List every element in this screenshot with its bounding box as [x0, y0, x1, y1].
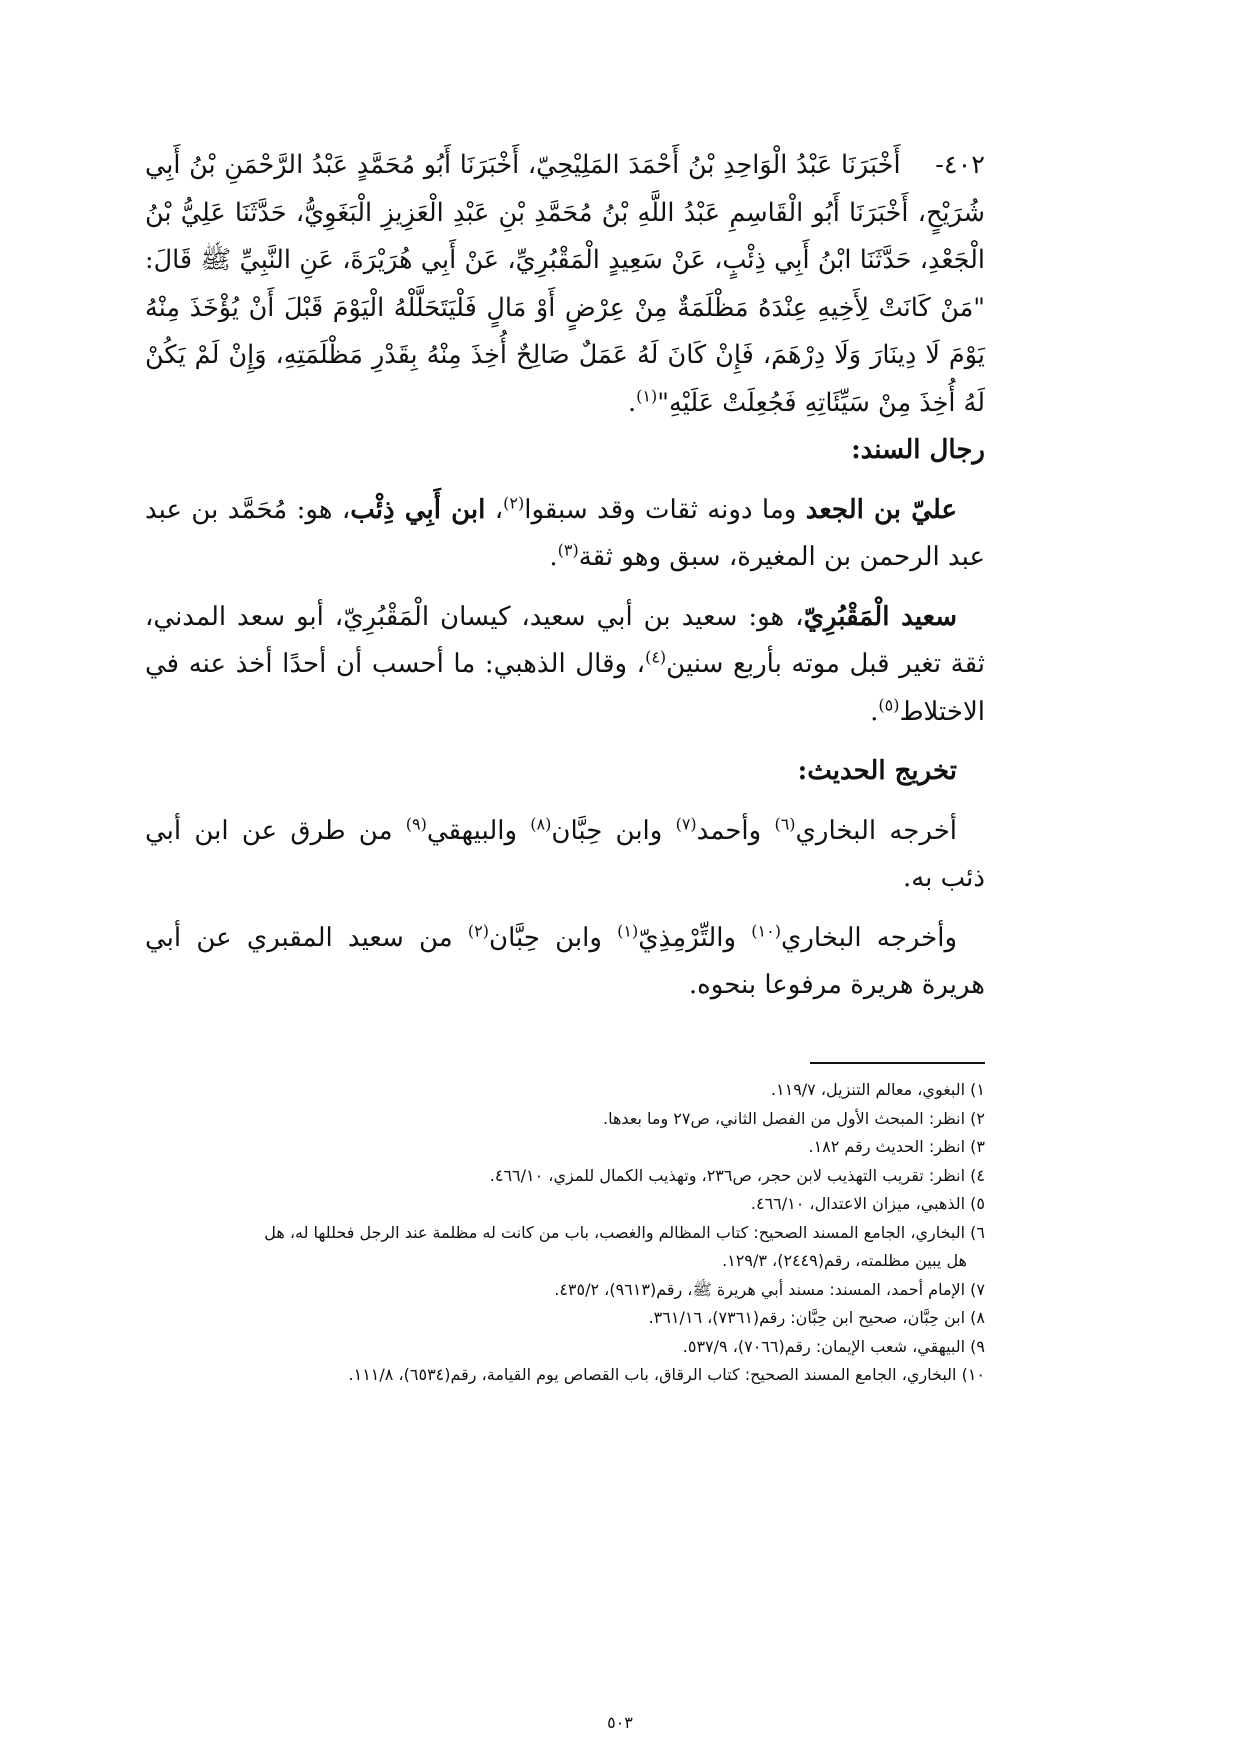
footnote-item: ٢) انظر: المبحث الأول من الفصل الثاني، ص٢٧ وما بعدها.: [602, 1108, 985, 1128]
footnote-ref: (٤): [645, 647, 667, 667]
footnote-ref: (٥): [878, 694, 900, 714]
narrator-name: ابن أَبِي ذِئْب: [350, 494, 486, 525]
main-text: [145, 142, 985, 1010]
footnote-item: ٧) الإمام أحمد، المسند: مسند أبي هريرة ﷺ، رقم(٩٦١٣)، ٤٣٥/٢.: [554, 1279, 985, 1299]
footnote-item: ٥) الذهبي، ميزان الاعتدال، ٤٦٦/١٠.: [750, 1194, 985, 1213]
footnote-ref: (١): [617, 920, 639, 940]
footnote-ref: (٢): [503, 492, 525, 512]
footnote-separator: [810, 1062, 985, 1064]
footnote-ref: (٢): [467, 920, 489, 940]
rijal-paragraph-2: سعيد الْمَقْبُرِيّ، هو: سعيد بن أبي سعيد، كيسان الْمَقْبُرِيّ، أبو سعد المدني، ثقة تغير قبل موته بأربع سنين$^{(٤)}$، وقال الذهبي: ما أحسب أن أحدًا أخذ عنه في الاختلاط$^{(٥)}$.: [145, 601, 986, 727]
takhrij-heading: تخريج الحديث:: [797, 756, 957, 786]
hadith-paragraph: ٤٠٢- أَخْبَرَنَا عَبْدُ الْوَاحِدِ بْنُ أَحْمَدَ المَلِيْحِيّ، أَخْبَرَنَا أَبُو مُحَمَّدٍ عَبْدُ الرَّحْمَنِ بْنُ أَبِي شُرَيْحٍ، أَخْبَرَنَا أَبُو الْقَاسِمِ عَبْدُ اللَّهِ بْنُ مُحَمَّدِ بْنِ عَبْدِ الْعَزِيزِ الْبَغَوِيُّ، حَدَّثَنَا عَلِيُّ بْنُ الْجَعْدِ، حَدَّثَنَا ابْنُ أَبِي ذِئْبٍ، عَنْ سَعِيدٍ الْمَقْبُرِيِّ، عَنْ أَبِي هُرَيْرَةَ، عَنِ النَّبِيِّ ﷺ قَالَ: "مَنْ كَانَتْ لِأَخِيهِ عِنْدَهُ مَظْلَمَةٌ مِنْ عِرْضٍ أَوْ مَالٍ فَلْيَتَحَلَّلْهُ الْيَوْمَ قَبْلَ أَنْ يُؤْخَذَ مِنْهُ يَوْمَ لَا دِينَارَ وَلَا دِرْهَمَ، فَإِنْ كَانَ لَهُ عَمَلٌ صَالِحٌ أُخِذَ مِنْهُ بِقَدْرِ مَظْلَمَتِهِ، وَإِنْ لَمْ يَكُنْ لَهُ أُخِذَ مِنْ سَيِّئَاتِهِ فَجُعِلَتْ عَلَيْهِ"$^{(١)}$.: [145, 150, 985, 418]
footnote-item: ٣) انظر: الحديث رقم ١٨٢.: [808, 1137, 985, 1156]
takhrij-paragraph-2: وأخرجه البخاري$^{(١٠)}$ والتِّرْمِذِيّ$^{(١)}$ وابن حِبَّان$^{(٢)}$ من سعيد المقبري عن أبي هريرة هريرة مرفوعا بنحوه.: [145, 920, 985, 1000]
footnote-item: ١٠) البخاري، الجامع المسند الصحيح: كتاب الرقاق، باب القصاص يوم القيامة، رقم(٦٥٣٤)، ١١١/٨.: [348, 1365, 985, 1384]
footnote-item: ١) البغوي، معالم التنزيل، ١١٩/٧.: [770, 1080, 985, 1099]
takhrij-paragraph-1: أخرجه البخاري$^{(٦)}$ وأحمد$^{(٧)}$ وابن حِبَّان$^{(٨)}$ والبيهقي$^{(٩)}$ من طرق عن ابن أبي ذئب به.: [145, 813, 985, 893]
footnotes: [145, 1076, 985, 1390]
footnote-item: ٤) انظر: تقريب التهذيب لابن حجر، ص٢٣٦، وتهذيب الكمال للمزي، ٤٦٦/١٠.: [489, 1165, 985, 1185]
narrator-name: سعيد الْمَقْبُرِيّ: [803, 601, 957, 632]
footnote-ref: (٣): [557, 540, 579, 560]
hadith-text: أَخْبَرَنَا عَبْدُ الْوَاحِدِ بْنُ أَحْمَدَ المَلِيْحِيّ، أَخْبَرَنَا أَبُو مُحَمَّدٍ عَبْدُ الرَّحْمَنِ بْنُ أَبِي شُرَيْحٍ، أَخْبَرَنَا أَبُو الْقَاسِمِ عَبْدُ اللَّهِ بْنُ مُحَمَّدِ بْنِ عَبْدِ الْعَزِيزِ الْبَغَوِيُّ، حَدَّثَنَا عَلِيُّ بْنُ الْجَعْدِ، حَدَّثَنَا ابْنُ أَبِي ذِئْبٍ، عَنْ سَعِيدٍ الْمَقْبُرِيِّ، عَنْ أَبِي هُرَيْرَةَ، عَنِ النَّبِيِّ ﷺ قَالَ: "مَنْ كَانَتْ لِأَخِيهِ عِنْدَهُ مَظْلَمَةٌ مِنْ عِرْضٍ أَوْ مَالٍ فَلْيَتَحَلَّلْهُ الْيَوْمَ قَبْلَ أَنْ يُؤْخَذَ مِنْهُ يَوْمَ لَا دِينَارَ وَلَا دِرْهَمَ، فَإِنْ كَانَ لَهُ عَمَلٌ صَالِحٌ أُخِذَ مِنْهُ بِقَدْرِ مَظْلَمَتِهِ، وَإِنْ لَمْ يَكُنْ لَهُ أُخِذَ مِنْ سَيِّئَاتِهِ فَجُعِلَتْ عَلَيْهِ": [145, 150, 985, 418]
rijal-heading: رجال السند:: [851, 435, 985, 465]
rijal-paragraph-1: عليّ بن الجعد وما دونه ثقات وقد سبقوا$^{(٢)}$، ابن أَبِي ذِئْب، هو: مُحَمَّد بن عبد عبد الرحمن بن المغيرة، سبق وهو ثقة$^{(٣)}$.: [145, 492, 985, 572]
footnote-ref: (٩): [405, 813, 427, 833]
footnote-ref: (٧): [675, 813, 697, 833]
footnote-ref: (٨): [530, 813, 552, 833]
narrator-name: عليّ بن الجعد: [805, 494, 958, 525]
footnote-ref: (٦): [774, 813, 796, 833]
footnote-item: ٦) البخاري، الجامع المسند الصحيح: كتاب المظالم والغصب، باب من كانت له مظلمة عند الرجل فحللها له، هل هل يبين مظلمته، رقم(٢٤٤٩)، ١٢٩/٣.: [264, 1222, 985, 1270]
page-number: ٥٠٣: [607, 1713, 633, 1732]
footnote-ref: (١): [636, 386, 658, 405]
footnote-ref: (١٠): [751, 920, 781, 940]
hadith-number: ٤٠٢-: [935, 150, 985, 180]
footnote-item: ٨) ابن حِبَّان، صحيح ابن حِبَّان: رقم(٧٣٦١)، ٣٦١/١٦.: [648, 1308, 985, 1327]
footnote-item: ٩) البيهقي، شعب الإيمان: رقم(٧٠٦٦)، ٥٣٧/٩.: [682, 1336, 985, 1356]
